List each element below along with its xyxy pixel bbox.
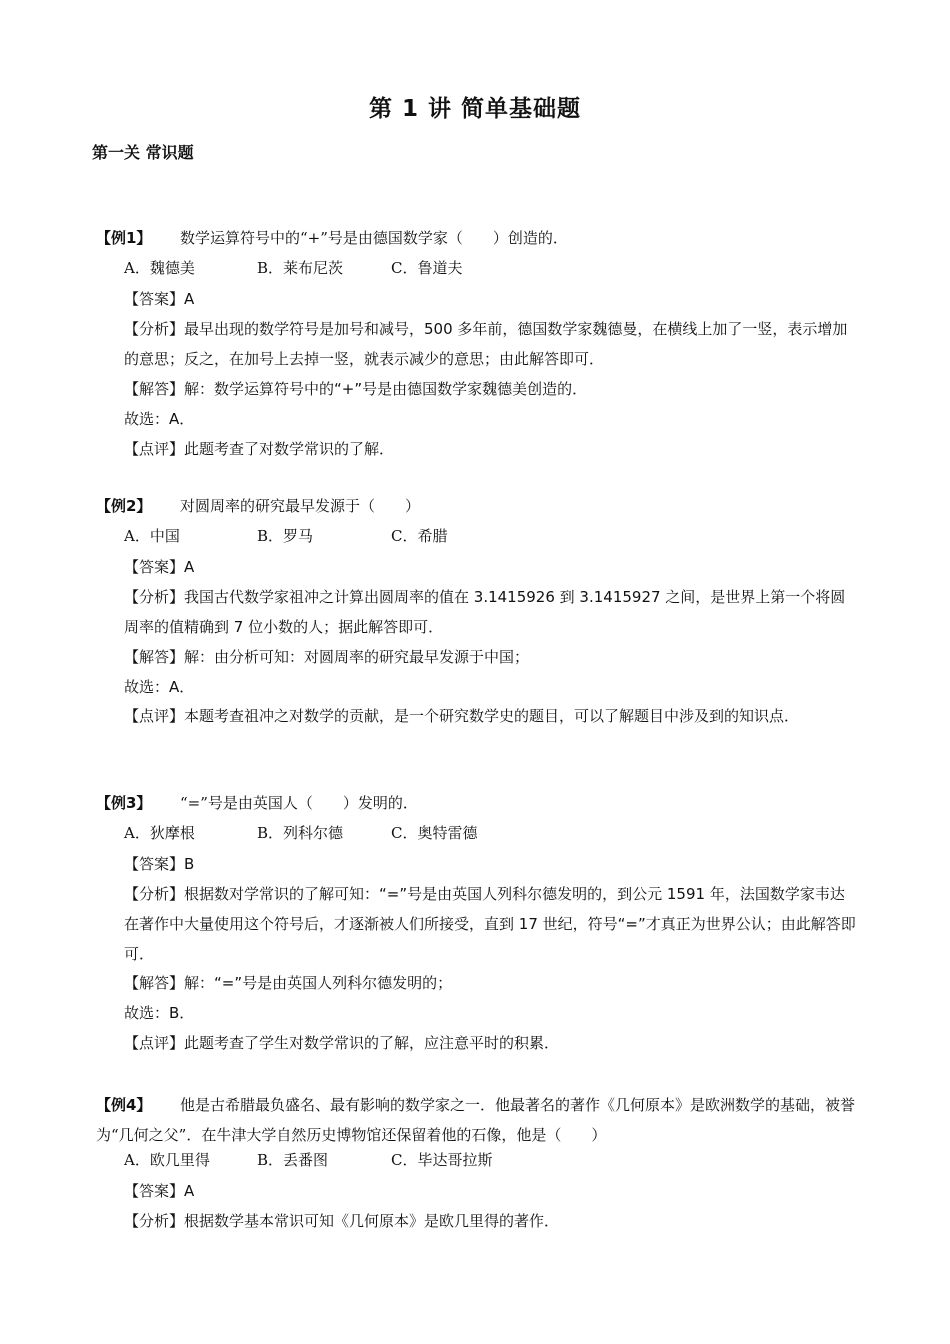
example-2-answer: 【答案】A <box>124 558 195 576</box>
option-b: B．列科尔德 <box>257 824 344 842</box>
example-2-comment: 【点评】本题考查祖冲之对数学的贡献，是一个研究数学史的题目，可以了解题目中涉及到的知识点． <box>124 707 800 725</box>
example-label: 【例1】 <box>96 229 152 247</box>
option-b: B．莱布尼茨 <box>257 259 344 277</box>
example-label: 【例2】 <box>96 497 152 515</box>
option-a: A．狄摩根 <box>124 824 195 842</box>
example-3-solution: 【解答】解：“=”号是由英国人列科尔德发明的； <box>124 974 453 992</box>
example-1-comment: 【点评】此题考查了对数学常识的了解． <box>124 440 395 458</box>
example-1-question <box>96 228 568 248</box>
example-3-analysis: 【分析】根据数对学常识的了解可知：“=”号是由英国人列科尔德发明的，到公元 1591 年，法国数学家韦达在著作中大量使用这个符号后，才逐渐被人们所接受，直到 17 世纪，符号“=”才真正为世界公认；由此解答即可． <box>124 885 856 963</box>
example-1-analysis: 【分析】最早出现的数学符号是加号和减号，500 多年前，德国数学家魏德曼，在横线上加了一竖，表示增加的意思；反之，在加号上去掉一竖，就表示减少的意思；由此解答即可． <box>124 320 848 368</box>
section-heading: 第一关 常识题 <box>92 143 194 162</box>
question-text: “=”号是由英国人（ ）发明的． <box>180 794 418 812</box>
example-2-options <box>124 526 447 546</box>
example-3-question <box>96 793 418 813</box>
example-label: 【例4】 <box>96 1096 152 1114</box>
example-1-answer: 【答案】A <box>124 290 195 308</box>
question-text: 他是古希腊最负盛名、最有影响的数学家之一．他最著名的著作《几何原本》是欧洲数学的基础，被誉为“几何之父”．在牛津大学自然历史博物馆还保留着他的石像，他是（ ） <box>96 1096 856 1144</box>
example-3-answer: 【答案】B <box>124 855 195 873</box>
option-b: B．丢番图 <box>257 1151 329 1169</box>
option-a: A．中国 <box>124 527 180 545</box>
example-label: 【例3】 <box>96 794 152 812</box>
example-4-analysis: 【分析】根据数学基本常识可知《几何原本》是欧几里得的著作． <box>124 1212 560 1230</box>
example-2-analysis: 【分析】我国古代数学家祖冲之计算出圆周率的值在 3.1415926 到 3.1415927 之间，是世界上第一个将圆周率的值精确到 7 位小数的人；据此解答即可． <box>124 588 846 636</box>
option-a: A．魏德美 <box>124 259 195 277</box>
option-c: C．鲁道夫 <box>391 259 463 277</box>
example-4-answer: 【答案】A <box>124 1182 195 1200</box>
page-title: 第 1 讲 简单基础题 <box>368 96 582 122</box>
question-text: 对圆周率的研究最早发源于（ ） <box>180 497 421 515</box>
example-3-choice: 故选：B． <box>124 1004 195 1022</box>
example-1-solution: 【解答】解：数学运算符号中的“+”号是由德国数学家魏德美创造的． <box>124 380 588 398</box>
example-3-comment: 【点评】此题考查了学生对数学常识的了解，应注意平时的积累． <box>124 1034 560 1052</box>
option-c: C．毕达哥拉斯 <box>391 1151 493 1169</box>
example-2-solution: 【解答】解：由分析可知：对圆周率的研究最早发源于中国； <box>124 648 530 666</box>
example-1-options <box>124 258 462 278</box>
option-c: C．奥特雷德 <box>391 824 478 842</box>
example-4-options <box>124 1150 492 1170</box>
example-3-options <box>124 823 477 843</box>
example-1-choice: 故选：A． <box>124 410 195 428</box>
option-a: A．欧几里得 <box>124 1151 210 1169</box>
example-2-choice: 故选：A． <box>124 678 195 696</box>
example-2-question <box>96 496 420 516</box>
option-b: B．罗马 <box>257 527 314 545</box>
question-text: 数学运算符号中的“+”号是由德国数学家（ ）创造的． <box>180 229 568 247</box>
example-4-question <box>96 1090 861 1150</box>
option-c: C．希腊 <box>391 527 448 545</box>
